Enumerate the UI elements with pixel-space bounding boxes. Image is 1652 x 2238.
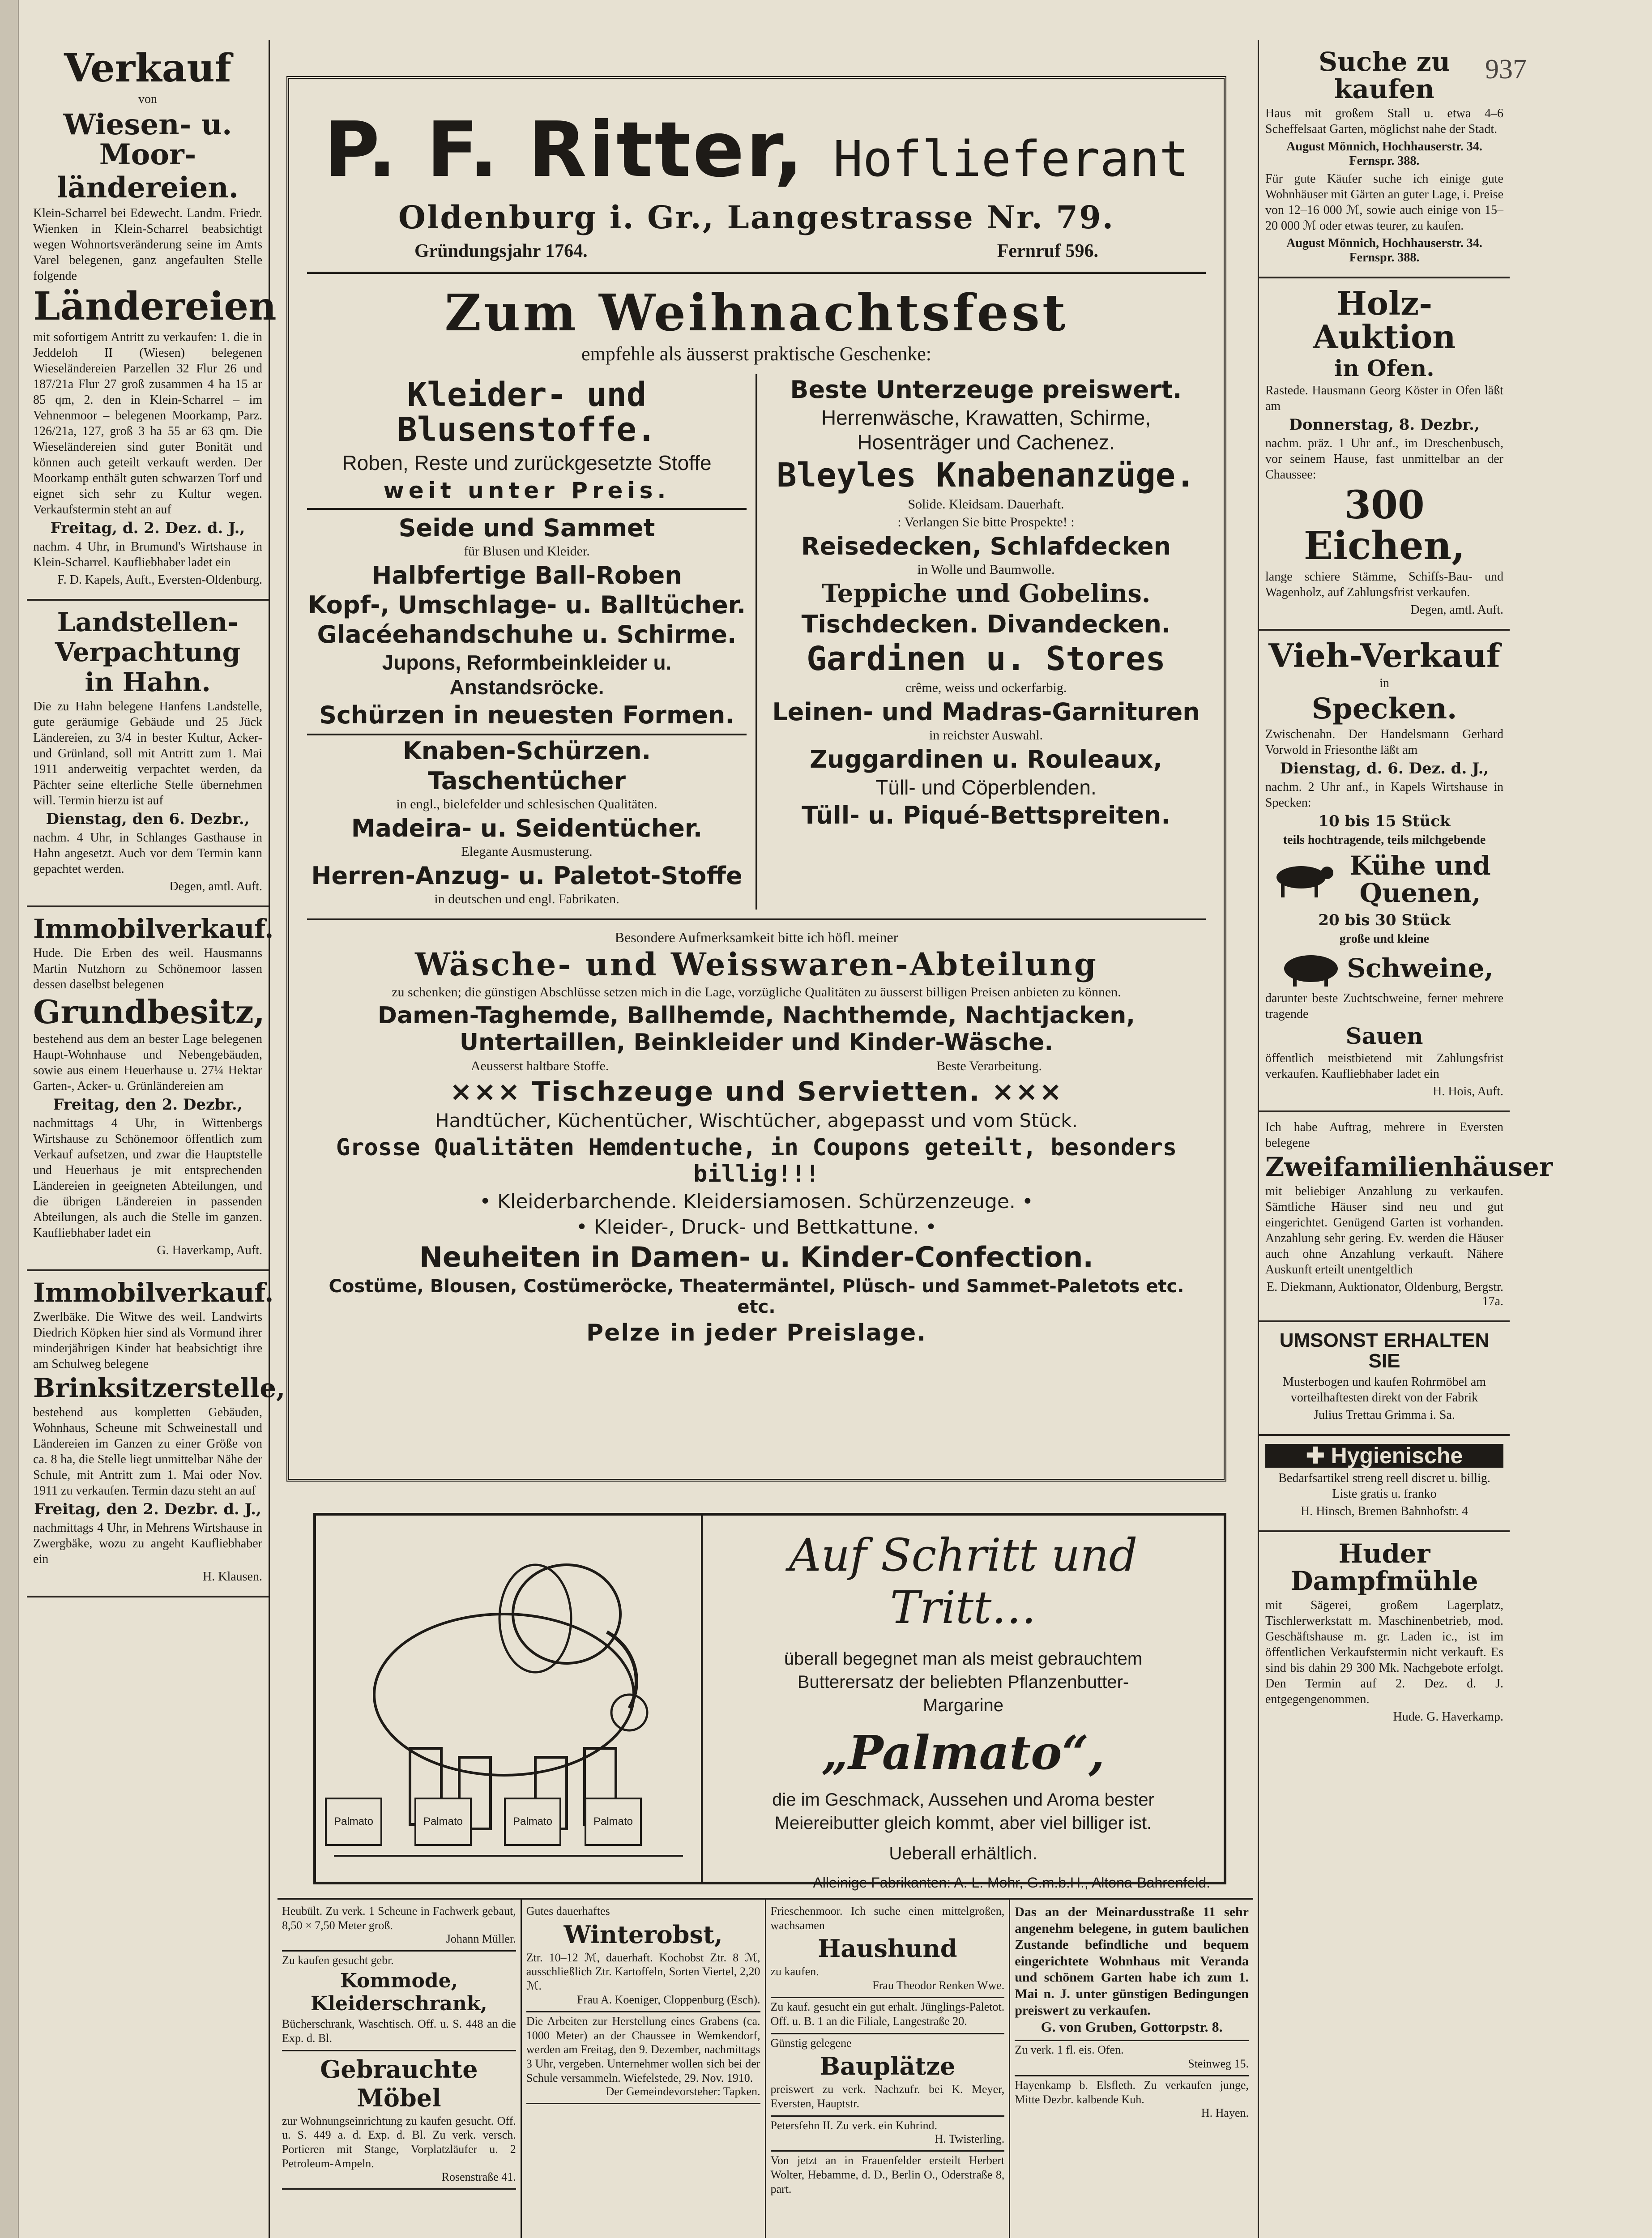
ad-wood-auction — [1259, 278, 1510, 631]
classified-ad — [1015, 1902, 1249, 2041]
product-line: weit unter Preis. — [307, 478, 747, 510]
ad-signature: August Mönnich, Hochhauserstr. 34. Fernspr. 388. — [1286, 236, 1482, 265]
ad-heading: ländereien. — [56, 171, 239, 205]
classified-text: zur Wohnungseinrichtung zu kaufen gesucht. Off. u. S. 449 a. d. Exp. d. Bl. Zu verk. versch. Portieren mit Stange, Vorplatzläufer u. 2 Petroleum-Ampeln. — [282, 2114, 516, 2170]
ad-text: von — [138, 92, 157, 107]
ad-furniture — [1259, 1322, 1510, 1436]
classified-text: Von jetzt an in Frauenfelder ersteilt Herbert Wolter, Hebamme, d. D., Berlin O., Oderstraße 8, part. — [770, 2154, 1005, 2195]
product-note: in reichster Auswahl. — [929, 727, 1043, 743]
ad-text: nachmittags 4 Uhr, in Mehrens Wirtshause in Zwergbäke, wozu zu angeht Kaufliebhaber ein — [33, 1521, 262, 1567]
product-line: Knaben-Schürzen. — [402, 737, 651, 765]
product-line: Herrenwäsche, Krawatten, Schirme, Hosenträger und Cachenez. — [821, 406, 1151, 454]
linen-attention: Besondere Aufmerksamkeit bitte ich höfl. meiner — [615, 929, 898, 945]
classified-ad — [526, 2012, 760, 2105]
classified-column — [277, 1900, 522, 2238]
ad-heading: Vieh-Verkauf — [1268, 636, 1500, 675]
product-line: Bleyles Knabenanzüge. — [777, 456, 1195, 495]
ad-property-sale — [27, 907, 274, 1271]
ad-date: Freitag, d. 2. Dez. d. J., — [50, 519, 245, 538]
product-line: Zuggardinen u. Rouleaux, — [810, 745, 1162, 773]
ad-text: Zwerlbäke. Die Witwe des weil. Landwirts Diedrich Köpken hier sind als Vormund ihrer minderjährigen Kinder hat beabsichtigt ihre am Schulweg belegene — [33, 1310, 262, 1371]
ad-text: Bedarfsartikel streng reell discret u. billig. Liste gratis u. franko — [1278, 1471, 1490, 1501]
classified-text: Zu kauf. gesucht ein gut erhalt. Jünglings-Paletot. Off. u. B. 1 an die Filiale, Langestraße 20. — [770, 2000, 1005, 2028]
ad-heading: Holz-Auktion — [1313, 284, 1456, 356]
ad-heading: Verkauf — [64, 46, 231, 91]
classified-heading: Bauplätze — [820, 2052, 956, 2081]
classified-signature: Frau A. Koeniger, Cloppenburg (Esch). — [577, 1993, 760, 2006]
ad-text: mit Sägerei, großem Lagerplatz, Tischlerwerkstatt m. Maschinenbetrieb, mod. Geschäftshause m. gr. Laden ic., ist im öffentlichen Verkaufstermin nicht verkauft. Es sind bis dahin 29 300 Mk. Nachgebote erfolgt. Den Termin auf 2. Dez. d. J. entgegengenommen. — [1265, 1598, 1503, 1706]
product-line: Roben, Reste und zurückgesetzte Stoffe — [342, 451, 712, 475]
classified-column — [522, 1900, 766, 2238]
product-line: Tüll- und Cöperblenden. — [875, 775, 1097, 799]
ad-signature: G. Haverkamp, Auft. — [157, 1243, 262, 1258]
ad-date: Dienstag, den 6. Dezbr., — [46, 810, 250, 828]
left-column — [27, 40, 286, 2238]
ad-wanted-to-buy — [1259, 40, 1510, 278]
ritter-infoline — [307, 240, 1206, 262]
classified-text: Zu kaufen gesucht gebr. — [282, 1954, 394, 1967]
product-note: für Blusen und Kleider. — [464, 543, 590, 559]
classified-signature: Rosenstraße 41. — [441, 2170, 516, 2184]
divider — [307, 272, 1206, 274]
palmato-box: Palmato — [414, 1798, 472, 1846]
linen-note-2: Beste Verarbeitung. — [936, 1059, 1042, 1074]
cow-row — [1265, 850, 1503, 910]
product-line: Kopf-, Umschlage- u. Balltücher. — [307, 590, 746, 619]
ad-text: darunter beste Zuchtschweine, ferner mehrere tragende — [1265, 991, 1503, 1021]
ad-signature: H. Hois, Auft. — [1433, 1085, 1503, 1099]
classified-heading: Kommode, Kleiderschrank, — [311, 1969, 487, 2016]
ad-signature: August Mönnich, Hochhauserstr. 34. Fernspr. 388. — [1286, 139, 1482, 168]
product-note: Elegante Ausmusterung. — [461, 844, 593, 859]
classified-text: Zu verk. 1 fl. eis. Ofen. — [1015, 2043, 1124, 2057]
ad-signature: F. D. Kapels, Auft., Eversten-Oldenburg. — [57, 573, 262, 587]
palmato-line: die im Geschmack, Aussehen und Aroma bester — [772, 1790, 1154, 1810]
product-line: Kleider- und Blusenstoffe. — [397, 376, 657, 449]
ad-text: bestehend aus kompletten Gebäuden, Wohnhaus, Scheune mit Schweinestall und Ländereien im Ganzen zu einer Größe von ca. 8 ha, die Stelle liegt unmittelbar Nähe der Schule, mit Antritt zum 1. Mai oder Nov. 1911 zu verkaufen. Termin dazu steht an auf — [33, 1405, 262, 1498]
ad-heading: Brinksitzerstelle, — [33, 1373, 286, 1404]
classified-ad — [771, 2034, 1005, 2117]
classified-text: zu kaufen. — [770, 1965, 819, 1978]
classified-heading: Gebrauchte Möbel — [320, 2054, 478, 2112]
product-line: Leinen- und Madras-Garnituren — [772, 697, 1200, 726]
ad-heading: Specken. — [1311, 692, 1457, 726]
elephant-illustration — [316, 1516, 703, 1882]
classified-text: Frieschenmoor. Ich suche einen mittelgroßen, wachsamen — [770, 1905, 1005, 1932]
product-line: Taschentücher — [428, 766, 626, 795]
palmato-box: Palmato — [325, 1798, 382, 1846]
ritter-headline: Zum Weihnachtsfest — [444, 284, 1068, 342]
ad-heading: 300 Eichen, — [1303, 483, 1465, 568]
palmato-box: Palmato — [585, 1798, 642, 1846]
palmato-availability: Ueberall erhältlich. — [889, 1844, 1037, 1863]
product-line: Tischdecken. Divandecken. — [801, 610, 1171, 638]
classified-text: Gutes dauerhaftes — [526, 1905, 610, 1918]
linen-row: • Kleider-, Druck- und Bettkattune. • — [576, 1215, 937, 1239]
ritter-brand — [307, 106, 1206, 194]
linen-row: Neuheiten in Damen- u. Kinder-Confection. — [419, 1241, 1093, 1274]
linen-notes — [307, 1059, 1206, 1074]
ad-heading: Immobilverkauf. — [33, 913, 274, 944]
ritter-linen-section — [307, 920, 1206, 1347]
classified-signature: Frau Theodor Renken Wwe. — [872, 1979, 1005, 1992]
palmato-line: Margarine — [922, 1696, 1004, 1715]
ad-text: Die zu Hahn belegene Hanfens Landstelle, gute geräumige Gebäude und 25 Jück Ländereien, zu 3/4 in bester Kultur, Acker- und Grünland, soll mit Antritt zum 1. Mai 1911 anderweitig verpachtet werden, da Pächter seine elterliche Stelle übernehmen will. Termin hierzu ist auf — [33, 699, 262, 807]
product-line: Halbfertige Ball-Roben — [371, 561, 682, 589]
ad-date: Dienstag, d. 6. Dez. d. J., — [1280, 759, 1489, 777]
ad-signature: Hude. G. Haverkamp. — [1393, 1709, 1503, 1724]
product-line: Madeira- u. Seidentücher. — [351, 814, 703, 842]
ad-heading: ✚ Hygienische — [1265, 1444, 1503, 1468]
ad-text: teils hochtragende, teils milchgebende — [1283, 833, 1486, 847]
pig-row — [1265, 948, 1503, 989]
ritter-founded: Gründungsjahr 1764. — [414, 241, 588, 261]
ad-mill — [1259, 1532, 1510, 1736]
ad-text: in — [1379, 676, 1389, 690]
classified-text: Günstig gelegene — [770, 2036, 852, 2050]
product-line: Jupons, Reformbeinkleider u. Anstandsröcke. — [382, 650, 672, 699]
ritter-advertisement — [286, 76, 1226, 1482]
palmato-line: Butterersatz der beliebten Pflanzenbutter- — [797, 1672, 1129, 1692]
ad-signature: E. Diekmann, Auktionator, Oldenburg, Bergstr. 17a. — [1266, 1280, 1503, 1309]
ad-heading: Verpachtung — [55, 637, 241, 668]
cow-icon — [1265, 859, 1337, 900]
ad-text: nachm. 2 Uhr anf., in Kapels Wirtshause in Specken: — [1265, 780, 1503, 810]
ritter-phone: Fernruf 596. — [997, 241, 1098, 261]
classified-text: preiswert zu verk. Nachzufr. bei K. Meyer, Eversten, Hauptstr. — [770, 2083, 1005, 2110]
palmato-text — [703, 1516, 1224, 1891]
product-note: crême, weiss und ockerfarbig. — [905, 680, 1067, 695]
ritter-name: P. F. Ritter, — [324, 106, 805, 194]
classified-ad — [1015, 2076, 1249, 2124]
classified-ad — [282, 1952, 516, 2051]
linen-note: zu schenken; die günstigen Abschlüsse setzen mich in die Lage, vorzügliche Qualitäten zu äusserst billigen Preisen anbieten zu können. — [392, 984, 1121, 999]
product-line: Seide und Sammet — [398, 513, 655, 542]
classified-text: Hayenkamp b. Elsfleth. Zu verkaufen junge, Mitte Dezbr. kalbende Kuh. — [1015, 2078, 1249, 2106]
ad-heading: Sauen — [1345, 1022, 1423, 1049]
ad-heading: Landstellen- — [57, 607, 239, 638]
pig-icon — [1275, 948, 1347, 989]
product-note: in engl., bielefelder und schlesischen Qualitäten. — [396, 796, 657, 811]
ad-date: Freitag, den 2. Dezbr., — [53, 1096, 243, 1114]
linen-note-1: Aeusserst haltbare Stoffe. — [470, 1059, 609, 1074]
classified-ad — [282, 1902, 516, 1952]
classified-signature: Johann Müller. — [446, 1932, 516, 1946]
ad-text: nachm. 4 Uhr, in Brumund's Wirtshause in Klein-Scharrel. Kaufliebhaber ladet ein — [33, 540, 262, 570]
classified-signature: G. von Gruben, Gottorpstr. 8. — [1041, 2019, 1223, 2035]
product-line: Herren-Anzug- u. Paletot-Stoffe — [311, 861, 743, 890]
ad-heading: in Ofen. — [1334, 354, 1434, 381]
classified-text: Die Arbeiten zur Herstellung eines Grabens (ca. 1000 Meter) an der Chaussee in Wemkendorf, werden am Freitag, den 9. Dezember, nachmittags 3 Uhr, vergeben. Unternehmer wollen sich bei der Schule versammeln. Wiefelstede, 29. Nov. 1910. — [526, 2014, 760, 2084]
ad-text: mit beliebiger Anzahlung zu verkaufen. Sämtliche Häuser sind neu und gut eingerichtet. Genügend Garten ist vorhanden. Anzahlung sehr gering. Ev. werden die Häuser auch ohne Anzahlung verkauft. Nähere Auskunft erteilt unentgeltlich — [1265, 1184, 1503, 1277]
ad-line: 10 bis 15 Stück — [1318, 812, 1451, 830]
classified-column — [766, 1900, 1011, 2238]
linen-row: • Kleiderbarchende. Kleidersiamosen. Schürzenzeuge. • — [479, 1190, 1033, 1213]
classified-ad — [771, 2117, 1005, 2152]
ad-signature: H. Klausen. — [203, 1570, 262, 1584]
ad-heading: in Hahn. — [85, 666, 211, 697]
ad-date: Donnerstag, 8. Dezbr., — [1289, 416, 1480, 434]
product-line: Teppiche und Gobelins. — [821, 579, 1151, 609]
right-column — [1258, 40, 1553, 2238]
product-note: Solide. Kleidsam. Dauerhaft. — [908, 497, 1064, 512]
product-line: Tüll- u. Piqué-Bettspreiten. — [802, 801, 1170, 829]
linen-row: Pelze in jeder Preislage. — [586, 1319, 927, 1346]
ad-heading: Ländereien — [33, 283, 277, 329]
palmato-maker: Alleinige Fabrikanten: A. L. Mohr, G.m.b.H., Altona-Bahrenfeld. — [813, 1875, 1210, 1891]
classified-ad — [771, 2152, 1005, 2200]
ad-text: Zwischenahn. Der Handelsmann Gerhard Vorwold in Friesonthe läßt am — [1265, 727, 1503, 757]
ad-signature: Degen, amtl. Auft. — [169, 879, 262, 893]
ritter-left-products — [307, 374, 757, 910]
classified-heading: Haushund — [818, 1934, 957, 1963]
ritter-address: Oldenburg i. Gr., Langestrasse Nr. 79. — [398, 199, 1115, 236]
ad-text: nachmittags 4 Uhr, in Wittenbergs Wirtshause zu Schönemoor öffentlich zum Verkauf aufsetzen, und zwar die Hauptstelle und Heuerhaus je mit entsprechenden Ländereien in geeigneten Abteilungen, und die übrigen Ländereien in passenden Abteilungen, als auch die Stelle im ganzen. Kaufliebhaber ladet ein — [33, 1116, 262, 1240]
classified-ad — [1015, 2041, 1249, 2076]
ad-text: große und kleine — [1339, 931, 1430, 946]
linen-row: Damen-Taghemde, Ballhemde, Nachthemde, Nachtjacken, Untertaillen, Beinkleider und Kinder-Wäsche. — [377, 1002, 1135, 1056]
classified-text: Das an der Meinardusstraße 11 sehr angenehm belegene, in gutem baulichen Zustande befindliche und bequem eingerichtete Wohnhaus mit Veranda und schönem Garten habe ich zum 1. Mai n. J. unter günstigen Bedingungen preiswert zu verkaufen. — [1015, 1905, 1249, 2018]
bottom-classifieds — [277, 1898, 1253, 2238]
ad-text: bestehend aus dem an bester Lage belegenen Haupt-Wohnhause und Nebengebäuden, sowie aus einem Heuerhause u. 27¼ Hektar Garten-, Acker- u. Grünländereien am — [33, 1032, 262, 1093]
classified-ad — [771, 1998, 1005, 2034]
ad-text: Musterbogen und kaufen Rohrmöbel am vorteilhaftesten direkt von der Fabrik — [1282, 1375, 1486, 1405]
product-line: Glacéehandschuhe u. Schirme. — [317, 620, 737, 649]
page-number: 937 — [1485, 54, 1527, 85]
palmato-slogan: Auf Schritt und Tritt… — [789, 1529, 1138, 1634]
classified-signature: Steinweg 15. — [1188, 2057, 1249, 2070]
ad-heading: Suche zu kaufen — [1319, 47, 1450, 104]
ad-heading: Immobilverkauf. — [33, 1277, 274, 1308]
page-edge — [0, 0, 19, 2238]
classified-signature: H. Twisterling. — [935, 2132, 1005, 2146]
ad-heading: Zweifamilienhäuser — [1265, 1152, 1553, 1183]
ad-text: Für gute Käufer suche ich einige gute Wohnhäuser mit Gärten an guter Lage, i. Preise von 12–16 000 ℳ, sowie auch einige von 15–20 000 ℳ oder etwas teurer, zu kaufen. — [1265, 171, 1503, 233]
ad-livestock-sale — [1259, 631, 1510, 1112]
product-note: in Wolle und Baumwolle. — [917, 562, 1055, 577]
ad-heading: Huder Dampfmühle — [1290, 1538, 1478, 1596]
linen-row: Costüme, Blousen, Costümeröcke, Theatermäntel, Plüsch- und Sammet-Paletots etc. etc. — [329, 1276, 1184, 1317]
ad-date: Freitag, den 2. Dezbr. d. J., — [34, 1500, 261, 1519]
palmato-line: überall begegnet man als meist gebrauchtem — [784, 1649, 1143, 1669]
ad-text: Klein-Scharrel bei Edewecht. Landm. Friedr. Wienken in Klein-Scharrel beabsichtigt wegen Wohnortsveränderung seine im Amts Varel belegenen, ganz angefaulten Stelle folgende — [33, 206, 262, 283]
classified-text: Ztr. 10–12 ℳ, dauerhaft. Kochobst Ztr. 8 ℳ, ausschließlich Ztr. Kartoffeln, Sorten Viertel, 2,20 ℳ. — [526, 1951, 760, 1993]
ad-houses — [1259, 1112, 1553, 1322]
palmato-line: Meiereibutter gleich kommt, aber viel billiger ist. — [774, 1813, 1152, 1833]
ritter-product-columns — [307, 374, 1206, 920]
ad-text: lange schiere Stämme, Schiffs-Bau- und Wagenholz, auf Zahlungsfrist verkaufen. — [1265, 570, 1503, 600]
ad-lease — [27, 601, 269, 907]
ritter-right-products — [757, 374, 1206, 910]
classified-text: Heubült. Zu verk. 1 Scheune in Fachwerk gebaut, 8,50 × 7,50 Meter groß. — [282, 1905, 516, 1932]
classified-ad — [526, 1902, 760, 2012]
linen-row: ××× Tischzeuge und Servietten. ××× — [449, 1076, 1063, 1108]
product-line: Gardinen u. Stores — [807, 639, 1165, 678]
ritter-recommend: empfehle als äusserst praktische Geschenke: — [581, 343, 931, 365]
ad-text: Hude. Die Erben des weil. Hausmanns Martin Nutzhorn zu Schönemoor lassen dessen daselbst belegenen — [33, 946, 262, 991]
classified-heading: Winterobst, — [563, 1920, 723, 1949]
linen-row: Grosse Qualitäten Hemdentuche, in Coupons geteilt, besonders billig!!! — [336, 1134, 1177, 1188]
classified-signature: Der Gemeindevorsteher: Tapken. — [606, 2085, 760, 2098]
classified-signature: H. Hayen. — [1201, 2106, 1249, 2120]
ad-signature: Degen, amtl. Auft. — [1410, 603, 1503, 617]
classified-ad — [771, 1902, 1005, 1998]
palmato-advertisement — [313, 1513, 1226, 1891]
product-line: Beste Unterzeuge preiswert. — [790, 376, 1182, 404]
product-note: : Verlangen Sie bitte Prospekte! : — [897, 515, 1075, 530]
palmato-name: „Palmato“, — [821, 1725, 1105, 1780]
ad-hygiene — [1259, 1436, 1510, 1532]
product-note: in deutschen und engl. Fabrikaten. — [434, 891, 619, 906]
ad-text: Haus mit großem Stall u. etwa 4–6 Scheffelsaat Garten, möglichst nahe der Stadt. — [1265, 106, 1503, 136]
ad-heading: UMSONST ERHALTEN SIE — [1279, 1329, 1490, 1372]
ad-land-sale — [27, 40, 277, 601]
linen-department: Wäsche- und Weisswaren-Abteilung — [415, 945, 1098, 983]
linen-row: Handtücher, Küchentücher, Wischtücher, abgepasst und vom Stück. — [435, 1110, 1078, 1132]
ad-text: nachm. 4 Uhr, in Schlanges Gasthause in Hahn angesetzt. Auch vor dem Termin kann gepachtet werden. — [33, 830, 262, 876]
ad-heading: Wiesen- u. Moor- — [63, 108, 232, 172]
ad-signature: H. Hinsch, Bremen Bahnhofstr. 4 — [1300, 1504, 1468, 1518]
ritter-title: Hoflieferant — [833, 130, 1189, 188]
classified-column — [1010, 1900, 1253, 2238]
ad-signature: Julius Trettau Grimma i. Sa. — [1314, 1408, 1455, 1422]
classified-text: Bücherschrank, Waschtisch. Off. u. S. 448 an die Exp. d. Bl. — [282, 2017, 516, 2045]
ad-text: nachm. präz. 1 Uhr anf., im Dreschenbusch, vor seinem Hause, fast unmittelbar an der Chaussee: — [1265, 436, 1503, 482]
ad-heading: Kühe und Quenen, — [1349, 850, 1491, 908]
ad-property-sale-2 — [27, 1271, 286, 1597]
ad-heading: Schweine, — [1347, 953, 1494, 984]
classified-text: Petersfehn II. Zu verk. ein Kuhrind. — [770, 2118, 938, 2132]
palmato-box: Palmato — [504, 1798, 561, 1846]
classified-ad — [282, 2051, 516, 2190]
ad-text: mit sofortigem Antritt zu verkaufen: 1. die in Jeddeloh II (Wiesen) belegenen Wieseländereien Parzellen 32 Flur 26 und 187/21a Flur 27 groß zusammen 4 ha 15 ar 85 qm, 2. den in Klein-Scharrel – im Vehnenmoor – belegenen Moorkamp, Parz. 126/21a, 127, groß 3 ha 55 ar 63 qm. Die Wieseländereien sind guter Bonität und können auch geteilt verkauft werden. Der Moorkamp enthält guten schwarzen Torf und eignet sich sehr zu Kultur wegen. Verkaufstermin steht an auf — [33, 330, 262, 517]
product-line: Reisedecken, Schlafdecken — [801, 532, 1171, 561]
product-line: Schürzen in neuesten Formen. — [307, 701, 747, 735]
ad-text: Rastede. Hausmann Georg Köster in Ofen läßt am — [1265, 384, 1503, 414]
ad-heading: Grundbesitz, — [33, 992, 265, 1031]
ad-text: Ich habe Auftrag, mehrere in Eversten belegene — [1265, 1120, 1503, 1150]
ad-line: 20 bis 30 Stück — [1318, 911, 1451, 929]
ad-text: öffentlich meistbietend mit Zahlungsfrist verkaufen. Kaufliebhaber ladet ein — [1265, 1051, 1503, 1081]
